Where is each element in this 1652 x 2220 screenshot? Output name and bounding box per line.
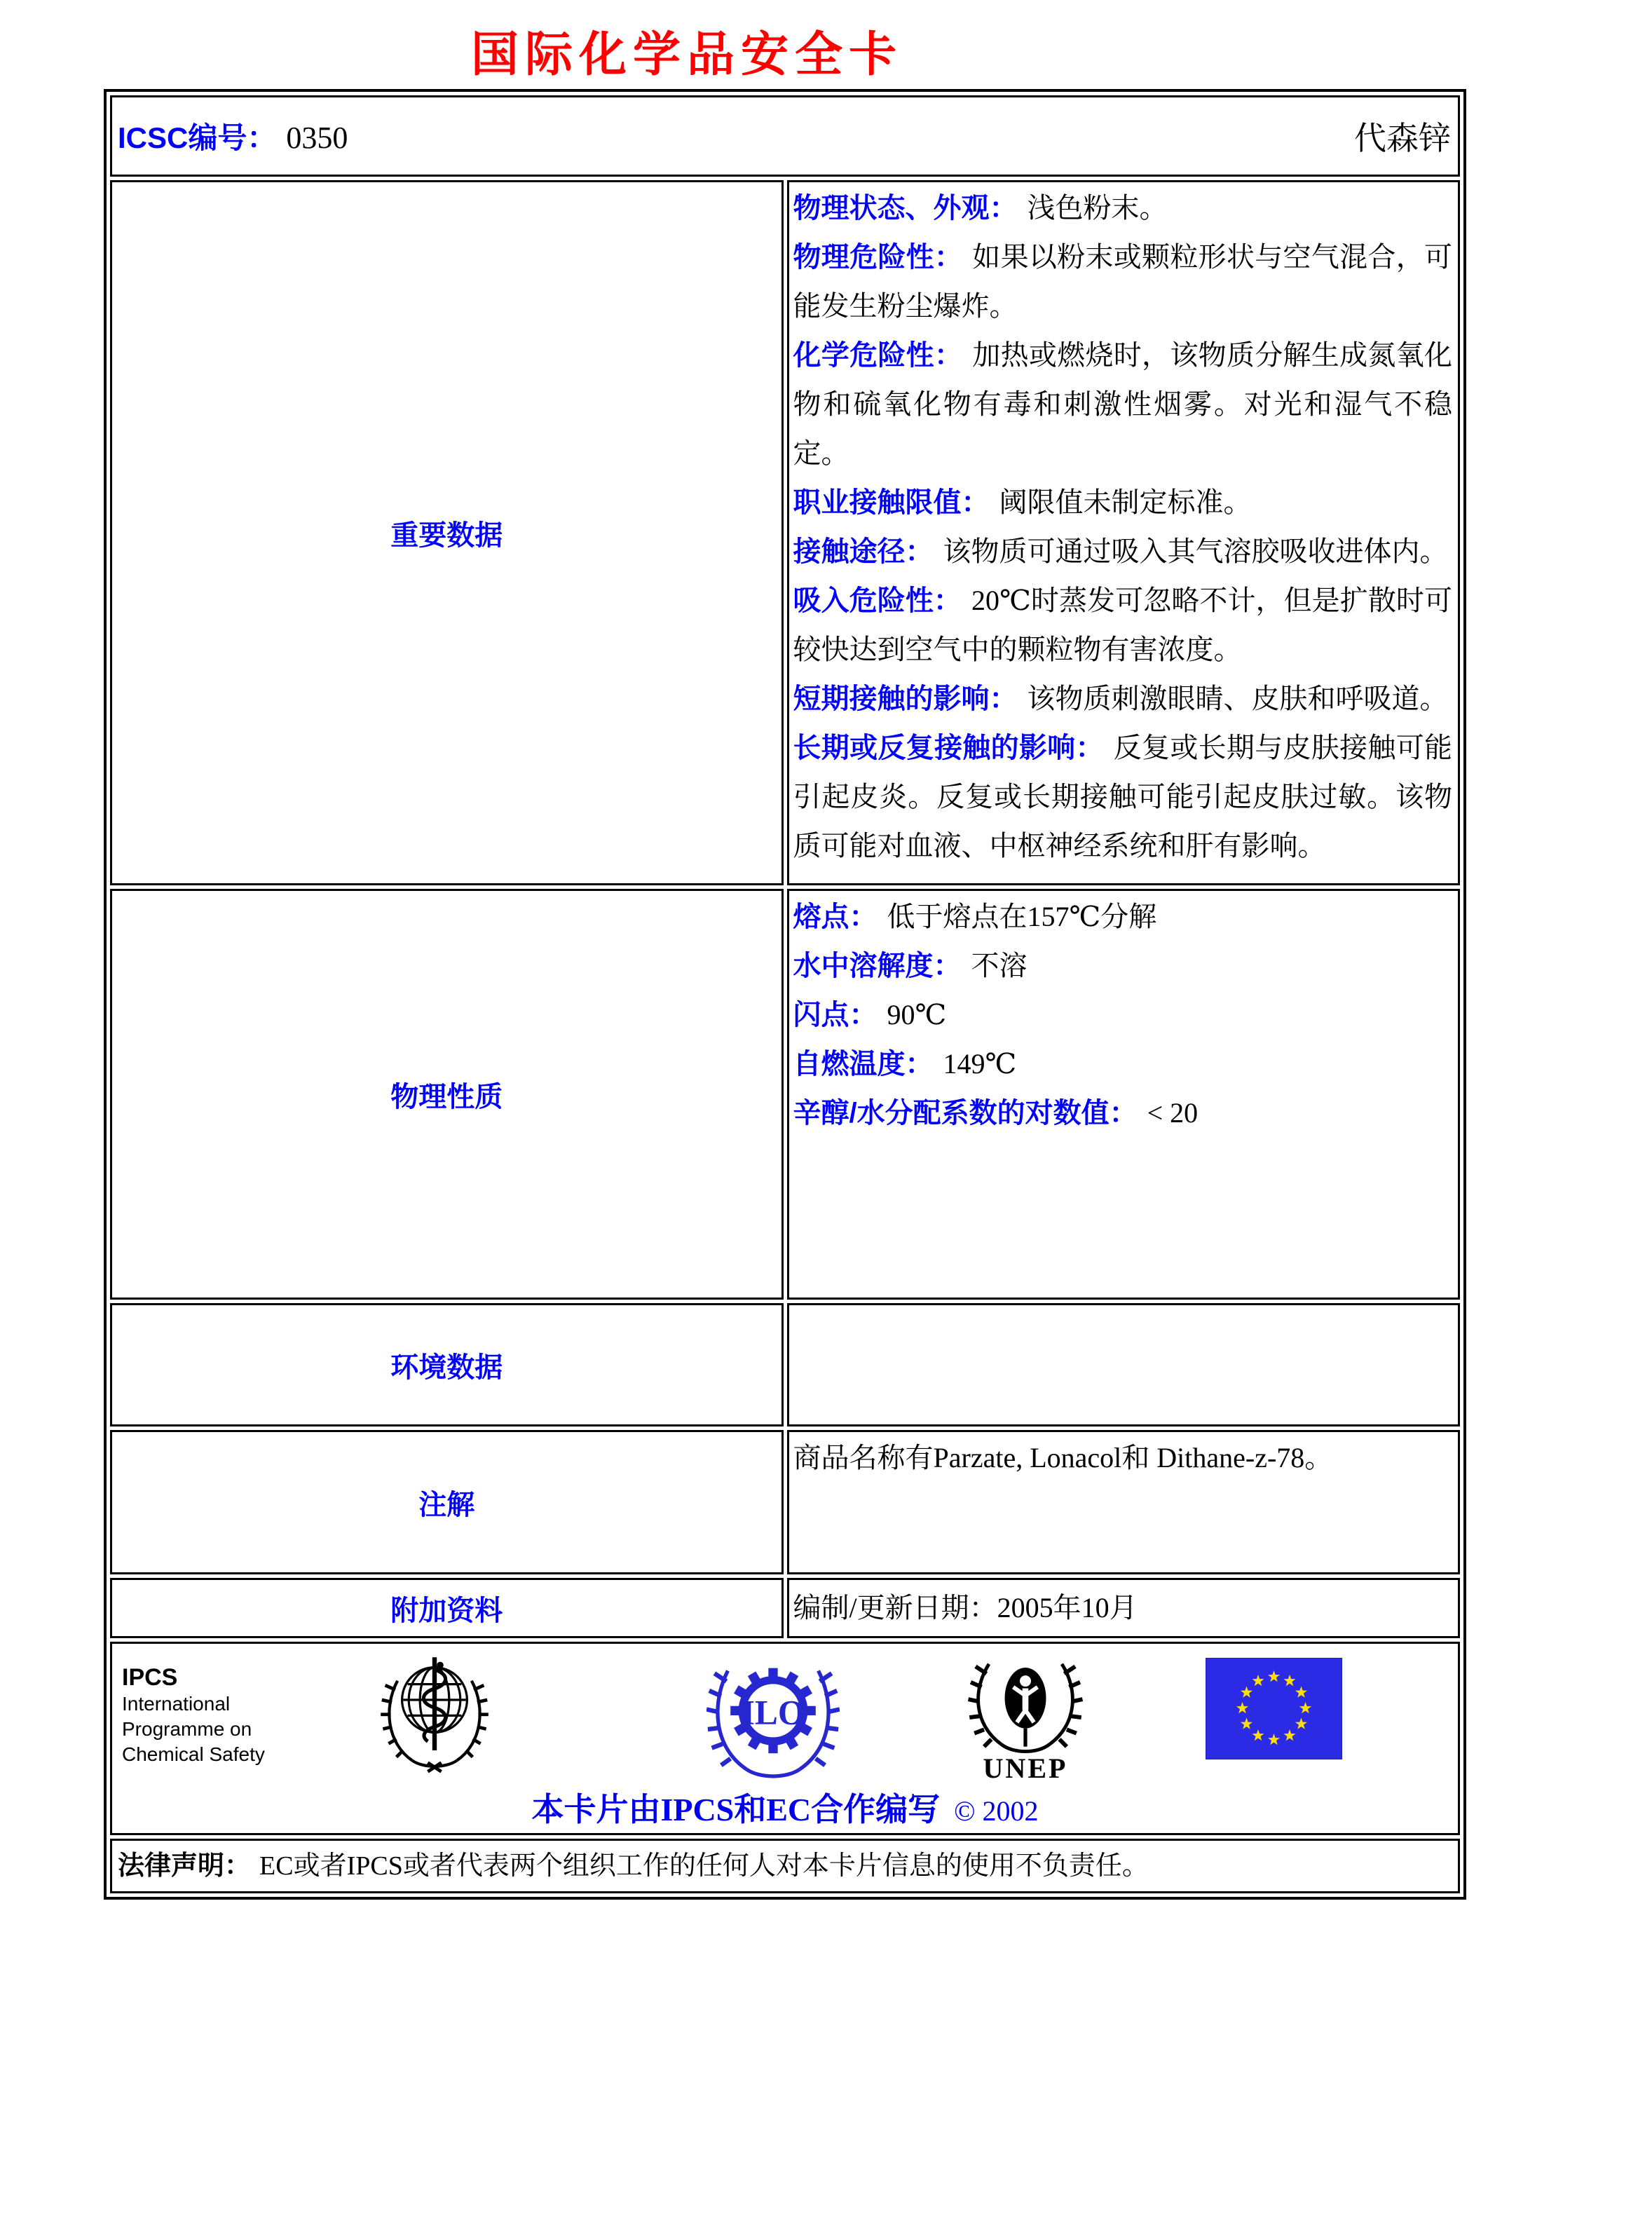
additional-info-content-cell xyxy=(787,1578,1461,1638)
additional-info-text: 编制/更新日期：2005年10月 xyxy=(793,1592,1138,1623)
property-item: 辛醇/水分配系数的对数值： < 20 xyxy=(793,1097,1199,1129)
logos-row xyxy=(110,1642,1460,1835)
ipcs-text-block xyxy=(122,1663,265,1767)
property-item: 闪点： 90℃ xyxy=(793,999,947,1030)
unep-logo-icon xyxy=(964,1649,1087,1759)
section-label-additional-info: 附加资料 xyxy=(390,1595,503,1626)
property-item: 自燃温度： 149℃ xyxy=(793,1048,1017,1080)
notes-label-cell xyxy=(110,1430,784,1574)
data-item: 物理危险性： 如果以粉末或颗粒形状与空气混合，可能发生粉尘爆炸。 xyxy=(793,241,1453,322)
eu-flag-icon xyxy=(1206,1658,1342,1759)
safety-card-table xyxy=(104,89,1466,1900)
cooperation-text: 本卡片由IPCS和EC合作编写 xyxy=(531,1792,941,1827)
data-item: 接触途径： 该物质可通过吸入其气溶胶吸收进体内。 xyxy=(793,536,1448,567)
legal-cell xyxy=(110,1839,1460,1893)
environmental-data-label-cell xyxy=(110,1303,784,1426)
section-label-physical-properties: 物理性质 xyxy=(390,1081,503,1112)
notes-row xyxy=(110,1430,1460,1574)
property-item: 水中溶解度： 不溶 xyxy=(793,950,1028,981)
ilo-logo-icon xyxy=(706,1649,840,1783)
legal-notice-text: EC或者IPCS或者代表两个组织工作的任何人对本卡片信息的使用不负责任。 xyxy=(259,1851,1149,1881)
physical-properties-row xyxy=(110,889,1460,1300)
header-cell xyxy=(110,95,1460,177)
ilo-monogram: ILO xyxy=(741,1693,805,1732)
important-data-row xyxy=(110,180,1460,885)
legal-row xyxy=(110,1839,1460,1893)
ipcs-acronym: IPCS xyxy=(122,1664,178,1691)
physical-properties-content-cell xyxy=(787,889,1461,1300)
physical-properties-label-cell xyxy=(110,889,784,1300)
unep-logo xyxy=(964,1649,1087,1783)
header-row xyxy=(110,95,1460,177)
logos-cell xyxy=(110,1642,1460,1835)
data-item: 吸入危险性： 20℃时蒸发可忽略不计，但是扩散时可较快达到空气中的颗粒物有害浓度。 xyxy=(793,585,1453,665)
legal-notice-label: 法律声明： xyxy=(118,1851,252,1881)
property-item: 熔点： 低于熔点在157℃分解 xyxy=(793,901,1157,932)
notes-text: 商品名称有Parzate, Lonacol和 Dithane-z-78。 xyxy=(793,1442,1333,1473)
section-label-environmental-data: 环境数据 xyxy=(390,1351,503,1383)
section-label-notes: 注解 xyxy=(418,1489,475,1520)
icsc-number-group xyxy=(118,115,348,157)
important-data-content-cell xyxy=(787,180,1461,885)
icsc-number-label: ICSC编号： xyxy=(118,121,277,154)
data-item: 短期接触的影响： 该物质刺激眼睛、皮肤和呼吸道。 xyxy=(793,683,1448,714)
important-data-label-cell xyxy=(110,180,784,885)
unep-wordmark: UNEP xyxy=(983,1752,1068,1784)
data-item: 化学危险性： 加热或燃烧时，该物质分解生成氮氧化物和硫氧化物有毒和刺激性烟雾。对光和湿气不稳定。 xyxy=(793,339,1453,469)
environmental-data-content-cell xyxy=(787,1303,1461,1426)
chemical-name: 代森锌 xyxy=(1354,121,1451,156)
copyright-year: © 2002 xyxy=(954,1795,1039,1827)
environmental-data-row xyxy=(110,1303,1460,1426)
ipcs-line: International xyxy=(122,1693,231,1715)
who-logo-icon xyxy=(378,1649,491,1784)
ipcs-line: Chemical Safety xyxy=(122,1743,265,1765)
icsc-number-value: 0350 xyxy=(286,121,348,155)
additional-info-row xyxy=(110,1578,1460,1638)
data-item: 职业接触限值： 阈限值未制定标准。 xyxy=(793,486,1252,518)
data-item: 长期或反复接触的影响： 反复或长期与皮肤接触可能引起皮炎。反复或长期接触可能引起皮肤过敏。该物质可能对血液、中枢神经系统和肝有影响。 xyxy=(793,732,1452,862)
section-label-important-data: 重要数据 xyxy=(390,519,503,551)
page-title: 国际化学品安全卡 xyxy=(471,28,903,81)
ipcs-line: Programme on xyxy=(122,1718,252,1740)
data-item: 物理状态、外观： 浅色粉末。 xyxy=(793,192,1168,224)
additional-info-label-cell xyxy=(110,1578,784,1638)
cooperation-caption xyxy=(112,1784,1458,1830)
notes-content-cell xyxy=(787,1430,1461,1574)
